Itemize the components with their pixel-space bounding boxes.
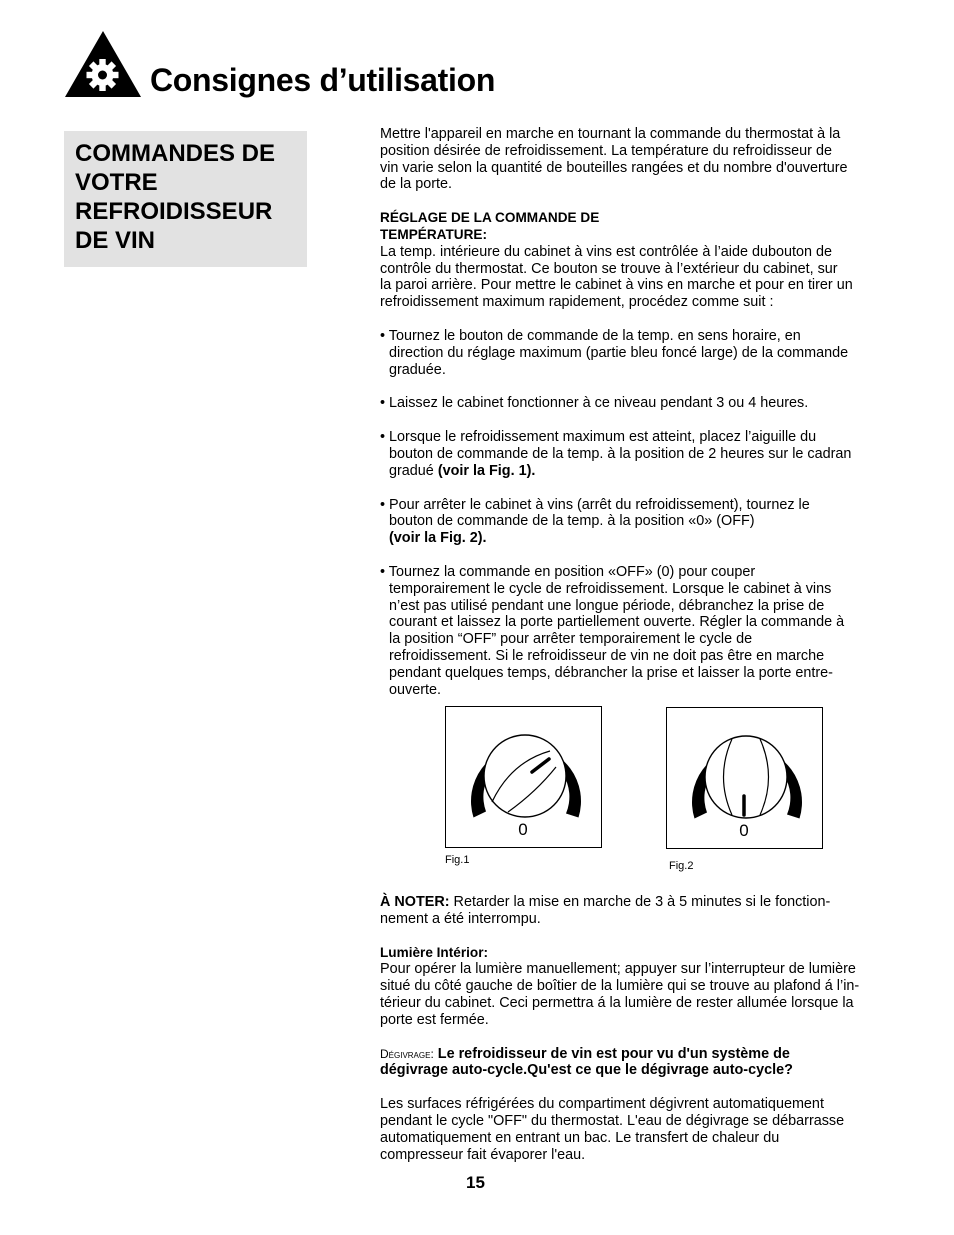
defrost-paragraph: Les surfaces réfrigérées du compartiment dégivrent automatiquement pendant le cycle "OFF" du thermostat. L'eau de dégivrage se débarrasse automatiquement en entrant un bac. Le transfert de chaleur du compresseur fait évaporer l'eau. [380, 1096, 845, 1163]
light-paragraph: Pour opérer la lumière manuellement; appuyer sur l’interrupteur de lumière situé du côté gauche de boîtier de la lumière qui se trouve au plafond á l’in- térieur du cabinet. Ceci permettra á la lumière de rester allumée lorsque la porte est fermée. [380, 961, 860, 1028]
note-paragraph: À NOTER: Retarder la mise en marche de 3 à 5 minutes si le fonction- nement a été interrompu. [380, 894, 831, 927]
bullet-item: • Lorsque le refroidissement maximum est atteint, placez l’aiguille du bouton de commande de la temp. à la position de 2 heures sur le cadran gradué (voir la Fig. 1). [380, 429, 852, 479]
bullet-item: • Laissez le cabinet fonctionner à ce niveau pendant 3 ou 4 heures. [380, 395, 809, 412]
intro-paragraph: Mettre l'appareil en marche en tournant la commande du thermostat à la position désirée de refroidissement. La température du refroidisseur de vin varie selon la quantité de bouteilles rangées et du nombre d'ouverture de la porte. [380, 126, 848, 193]
instructions-column [380, 126, 892, 698]
figure-caption: Fig.2 [669, 860, 694, 872]
notes-column [380, 894, 892, 1163]
figure-caption: Fig.1 [445, 854, 470, 866]
bullet-item: • Tournez le bouton de commande de la temp. en sens horaire, en direction du réglage maximum (partie bleu foncé large) de la commande graduée. [380, 327, 849, 378]
temperature-paragraph: La temp. intérieure du cabinet à vins est contrôlée à l’aide dubouton de contrôle du thermostat. Ce bouton se trouve à l’extérieur du cabinet, sur la paroi arrière. Pour mettre le cabinet à vins en marche et pour en tirer un refroidissement maximum rapidement, procédez comme suit : [380, 243, 853, 311]
defrost-label: Dégivrage: [380, 1046, 434, 1061]
figure-1 [445, 706, 602, 848]
temperature-heading: RÉGLAGE DE LA COMMANDE DE TEMPÉRATURE: [380, 210, 600, 242]
figure-reference: (voir la Fig. 2). [389, 530, 487, 547]
zero-label: 0 [739, 821, 749, 840]
bullet-item: • Pour arrêter le cabinet à vins (arrêt du refroidissement), tournez le bouton de commande de la temp. à la position «0» (OFF) (voir la Fig. 2). [380, 496, 810, 547]
section-title: COMMANDES DE VOTRE REFROIDISSEUR DE VIN [75, 140, 276, 254]
defrost-heading: Dégivrage: Le refroidisseur de vin est pour vu d'un système de dégivrage auto-cycle.Qu'est ce que le dégivrage auto-cycle? [380, 1045, 793, 1079]
section-box [64, 131, 307, 267]
bullet-item: • Tournez la commande en position «OFF» (0) pour couper temporairement le cycle de refroidissement. Lorsque le cabinet à vins n’est pas utilisé pendant une longue période, débranchez la prise de courant et laissez la porte partiellement ouverte. Régler la commande à la position “OFF” pour arrêter temporairement le cycle de refroidissement. Si le refroidisseur de vin ne doit pas être en marche pendant quelques temps, débrancher la prise et laisser la porte entre- ouverte. [380, 563, 845, 698]
page-title: Consignes d’utilisation [150, 62, 496, 98]
page-number: 15 [466, 1173, 485, 1192]
thermostat-dial-fig1 [446, 707, 601, 847]
gear-warning-triangle-icon [64, 30, 142, 98]
thermostat-dial-fig2 [667, 708, 822, 848]
figure-reference: (voir la Fig. 1). [437, 462, 536, 479]
zero-label: 0 [518, 820, 528, 839]
light-heading: Lumière Intérior: [380, 944, 489, 960]
figure-2 [666, 707, 823, 849]
note-label: À NOTER: [380, 894, 450, 910]
